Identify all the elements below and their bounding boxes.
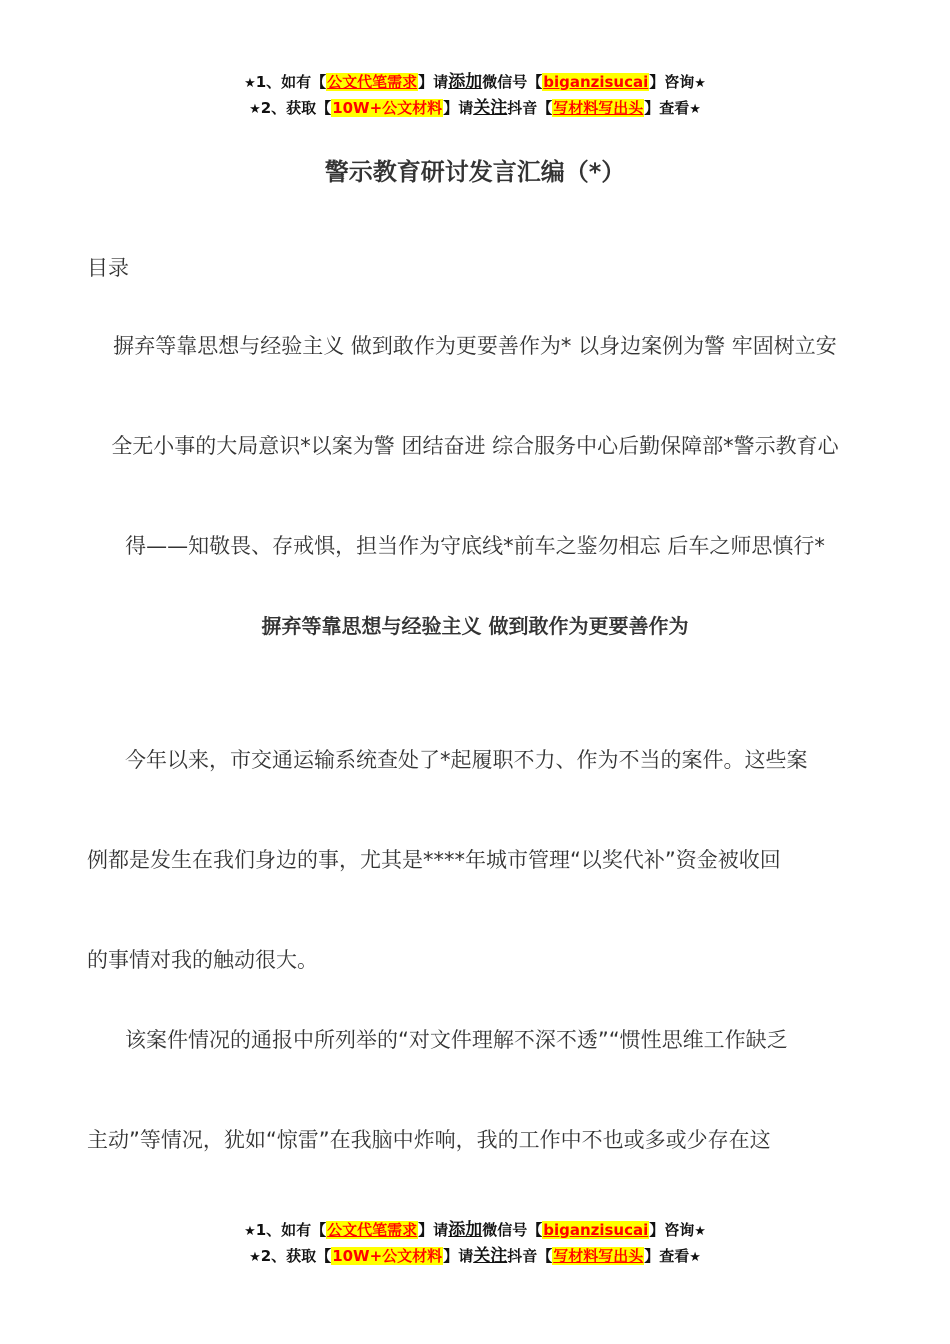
- promo-highlight-material: 10W+公文材料: [332, 1247, 443, 1265]
- promo-text: 微信号【: [482, 73, 543, 91]
- promo-text: 】查看: [644, 1247, 690, 1265]
- promo-emphasis-follow: 关注: [473, 1246, 508, 1266]
- star-icon: ★: [249, 1250, 261, 1265]
- promo-emphasis-add: 添加: [448, 1220, 483, 1240]
- section-title: 摒弃等靠思想与经验主义 做到敢作为更要善作为: [261, 614, 689, 638]
- promo-text: 微信号【: [482, 1221, 543, 1239]
- promo-highlight-demand: 公文代笔需求: [327, 1221, 418, 1239]
- star-icon: ★: [244, 76, 256, 91]
- star-icon: ★: [694, 1224, 706, 1239]
- star-icon: ★: [244, 1224, 256, 1239]
- paragraph-line: 今年以来，市交通运输系统查处了*起履职不力、作为不当的案件。这些案: [125, 748, 808, 772]
- promo-wechat-id: biganzisucai: [543, 1221, 649, 1239]
- paragraph-line: 的事情对我的触动很大。: [87, 948, 318, 972]
- toc-line: 得——知敬畏、存戒惧，担当作为守底线*前车之鉴勿相忘 后车之师思慎行*: [125, 534, 825, 558]
- promo-text: 】查看: [644, 99, 690, 117]
- toc-line: 摒弃等靠思想与经验主义 做到敢作为更要善作为* 以身边案例为警 牢固树立安: [113, 334, 837, 358]
- toc-heading: 目录: [87, 256, 129, 280]
- promo-wechat-id: biganzisucai: [543, 73, 649, 91]
- promo-douyin-account: 写材料写出头: [553, 1247, 644, 1265]
- promo-text: 】请: [443, 1247, 474, 1265]
- promo-text: 2、获取【: [260, 1247, 332, 1265]
- promo-text: 抖音【: [507, 1247, 553, 1265]
- star-icon: ★: [689, 1250, 701, 1265]
- promo-banner-top: [0, 70, 950, 122]
- star-icon: ★: [249, 102, 261, 117]
- promo-emphasis-add: 添加: [448, 72, 483, 92]
- promo-line-1: [0, 1218, 950, 1244]
- promo-text: 1、如有【: [255, 73, 327, 91]
- star-icon: ★: [694, 76, 706, 91]
- promo-text: 2、获取【: [260, 99, 332, 117]
- promo-highlight-demand: 公文代笔需求: [327, 73, 418, 91]
- toc-line: 全无小事的大局意识*以案为警 团结奋进 综合服务中心后勤保障部*警示教育心: [111, 434, 839, 458]
- promo-text: 】请: [418, 73, 449, 91]
- promo-text: 】咨询: [649, 1221, 695, 1239]
- promo-douyin-account: 写材料写出头: [553, 99, 644, 117]
- paragraph-line: 例都是发生在我们身边的事，尤其是****年城市管理“以奖代补”资金被收回: [87, 848, 781, 872]
- promo-line-1: [0, 70, 950, 96]
- paragraph-line: 该案件情况的通报中所列举的“对文件理解不深不透”“惯性思维工作缺乏: [125, 1028, 788, 1052]
- promo-emphasis-follow: 关注: [473, 98, 508, 118]
- promo-highlight-material: 10W+公文材料: [332, 99, 443, 117]
- promo-text: 】咨询: [649, 73, 695, 91]
- paragraph-line: 主动”等情况，犹如“惊雷”在我脑中炸响，我的工作中不也或多或少存在这: [87, 1128, 771, 1152]
- promo-line-2: [0, 96, 950, 122]
- promo-text: 1、如有【: [255, 1221, 327, 1239]
- promo-text: 抖音【: [507, 99, 553, 117]
- star-icon: ★: [689, 102, 701, 117]
- document-title: 警示教育研讨发言汇编（*）: [324, 158, 626, 186]
- promo-text: 】请: [418, 1221, 449, 1239]
- promo-text: 】请: [443, 99, 474, 117]
- promo-line-2: [0, 1244, 950, 1270]
- promo-banner-bottom: [0, 1218, 950, 1270]
